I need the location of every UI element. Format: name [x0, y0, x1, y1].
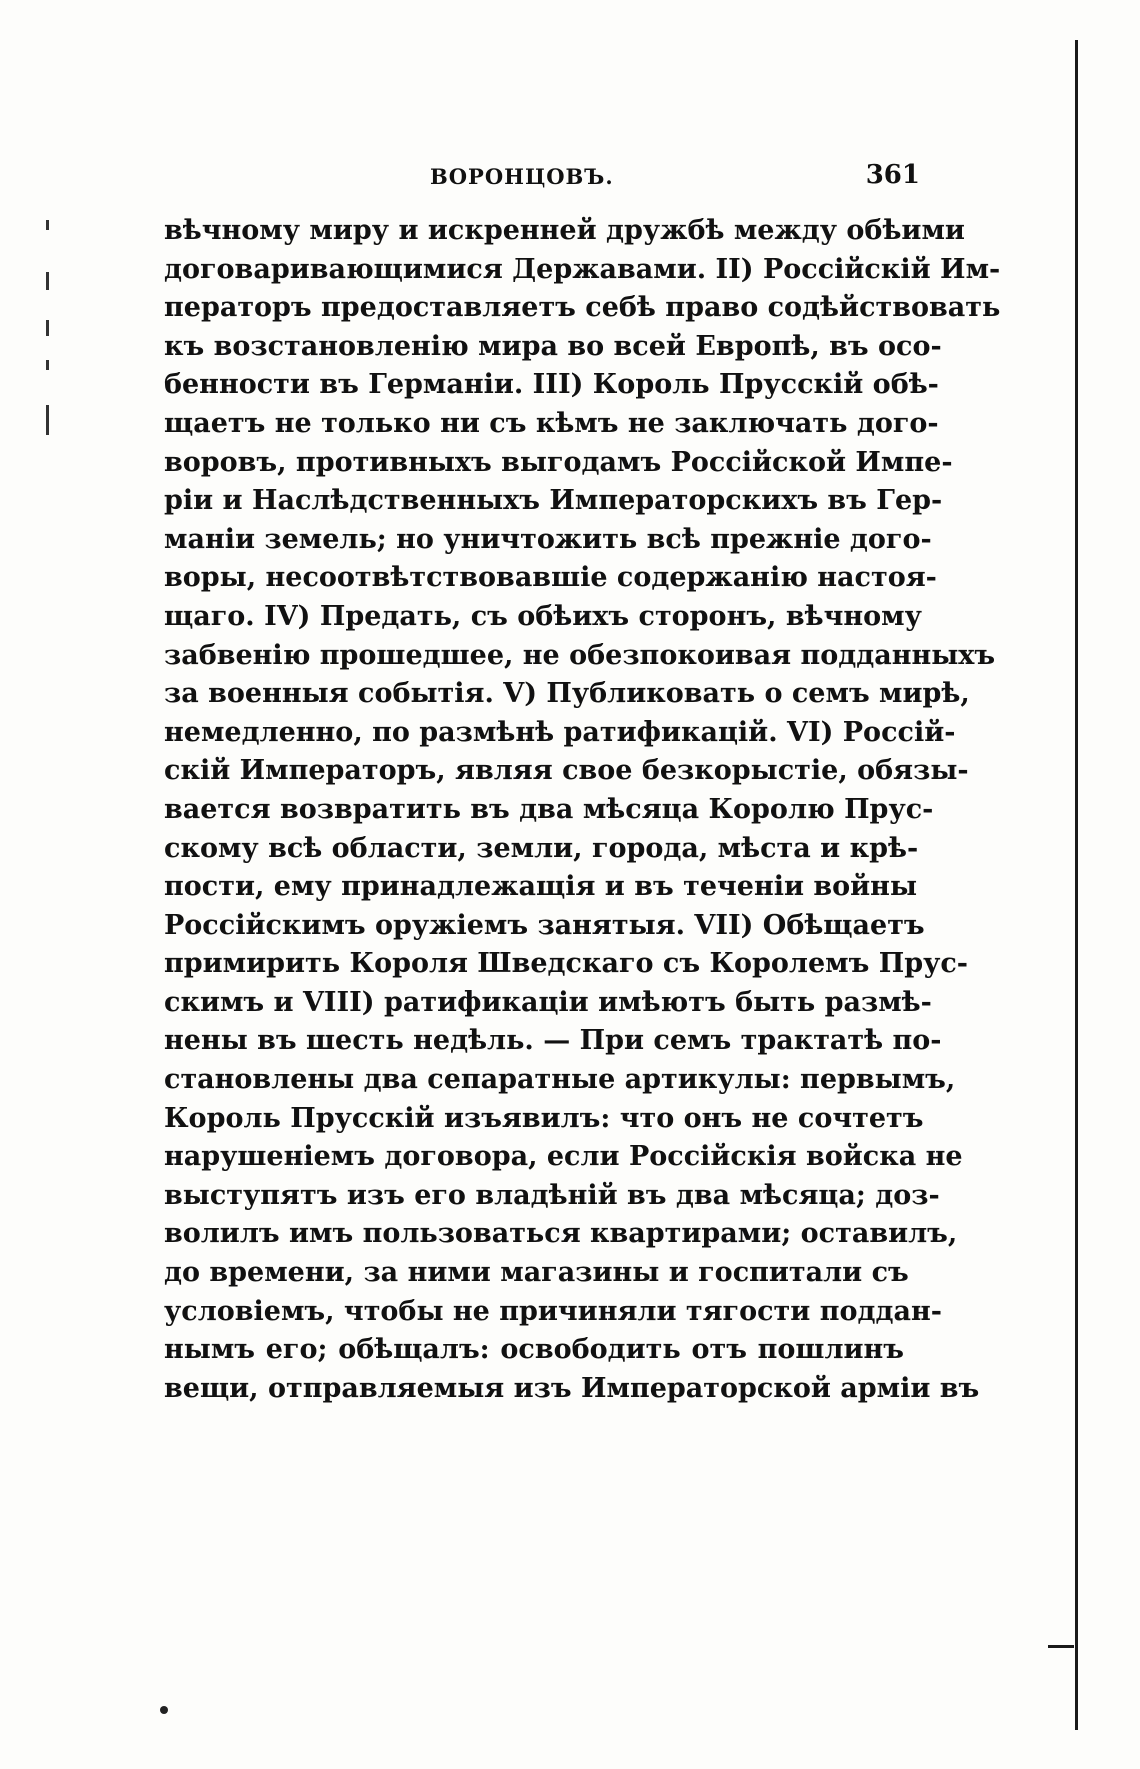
text-line: вѣчному миру и искренней дружбѣ между обѣими	[164, 215, 965, 246]
text-line: скій Императоръ, являя свое безкорыстіе, обязы-	[164, 755, 969, 787]
text-line: становлены два сепаратные артикулы: первымъ,	[164, 1064, 956, 1096]
text-line: договаривающимися Державами. II) Россійскій Им-	[164, 253, 1001, 285]
text-line: воровъ, противныхъ выгодамъ Россійской Импе-	[164, 446, 953, 478]
text-line: къ возстановленію мира во всей Европѣ, въ осо-	[164, 330, 942, 362]
text-line: щаго. IV) Предать, съ обѣихъ сторонъ, вѣчному	[164, 600, 922, 632]
margin-dot	[160, 1706, 168, 1714]
binding-edge-mark	[1048, 1645, 1074, 1648]
text-line: пости, ему принадлежащія и въ теченіи войны	[164, 871, 918, 903]
text-line: вещи, отправляемыя изъ Императорской арміи въ	[164, 1372, 980, 1404]
text-line: ператоръ предоставляетъ себѣ право содѣйствовать	[164, 292, 1001, 324]
text-line: примирить Короля Шведскаго съ Королемъ Прус-	[164, 948, 969, 980]
text-line: Король Прусскій изъявилъ: что онъ не сочтетъ	[164, 1102, 924, 1134]
text-line: Россійскимъ оружіемъ занятыя. VII) Обѣщаетъ	[164, 909, 925, 941]
text-line: скимъ и VIII) ратификаціи имѣютъ быть размѣ-	[164, 986, 932, 1018]
text-line: за военныя событія. V) Публиковать о семъ мирѣ,	[164, 678, 970, 710]
text-line: ріи и Наслѣдственныхъ Императорскихъ въ Гер-	[164, 485, 943, 517]
text-line: щаетъ не только ни съ кѣмъ не заключать дого-	[164, 407, 939, 439]
text-line: нарушеніемъ договора, если Россійскія войска не	[164, 1141, 963, 1173]
text-line: маніи земель; но уничтожить всѣ прежніе дого-	[164, 523, 932, 555]
text-line: немедленно, по размѣнѣ ратификацій. VI) Россій-	[164, 716, 956, 748]
margin-marks	[46, 220, 52, 470]
text-line: до времени, за ними магазины и госпитали съ	[164, 1257, 909, 1289]
running-head: ВОРОНЦОВЪ.	[430, 164, 614, 189]
text-line: забвенію прошедшее, не обезпокоивая подданныхъ	[164, 639, 996, 671]
page-header	[160, 160, 920, 200]
page-number: 361	[865, 160, 920, 190]
text-line: воры, несоотвѣтствовавшіе содержанію настоя-	[164, 562, 937, 594]
text-line: волилъ имъ пользоваться квартирами; оставилъ,	[164, 1218, 958, 1250]
text-line: нымъ его; обѣщалъ: освободить отъ пошлинъ	[164, 1334, 904, 1366]
text-line: вается возвратить въ два мѣсяца Королю Прус-	[164, 793, 934, 825]
text-line: условіемъ, чтобы не причиняли тягости поддан-	[164, 1295, 942, 1327]
text-line: скому всѣ области, земли, города, мѣста и крѣ-	[164, 832, 919, 864]
body-text	[164, 212, 1001, 1408]
text-line: нены въ шесть недѣль. — При семъ трактатѣ по-	[164, 1025, 942, 1057]
binding-edge-line	[1075, 40, 1078, 1730]
text-line: выступятъ изъ его владѣній въ два мѣсяца; доз-	[164, 1179, 940, 1211]
text-line: бенности въ Германіи. III) Король Прусскій обѣ-	[164, 369, 939, 401]
